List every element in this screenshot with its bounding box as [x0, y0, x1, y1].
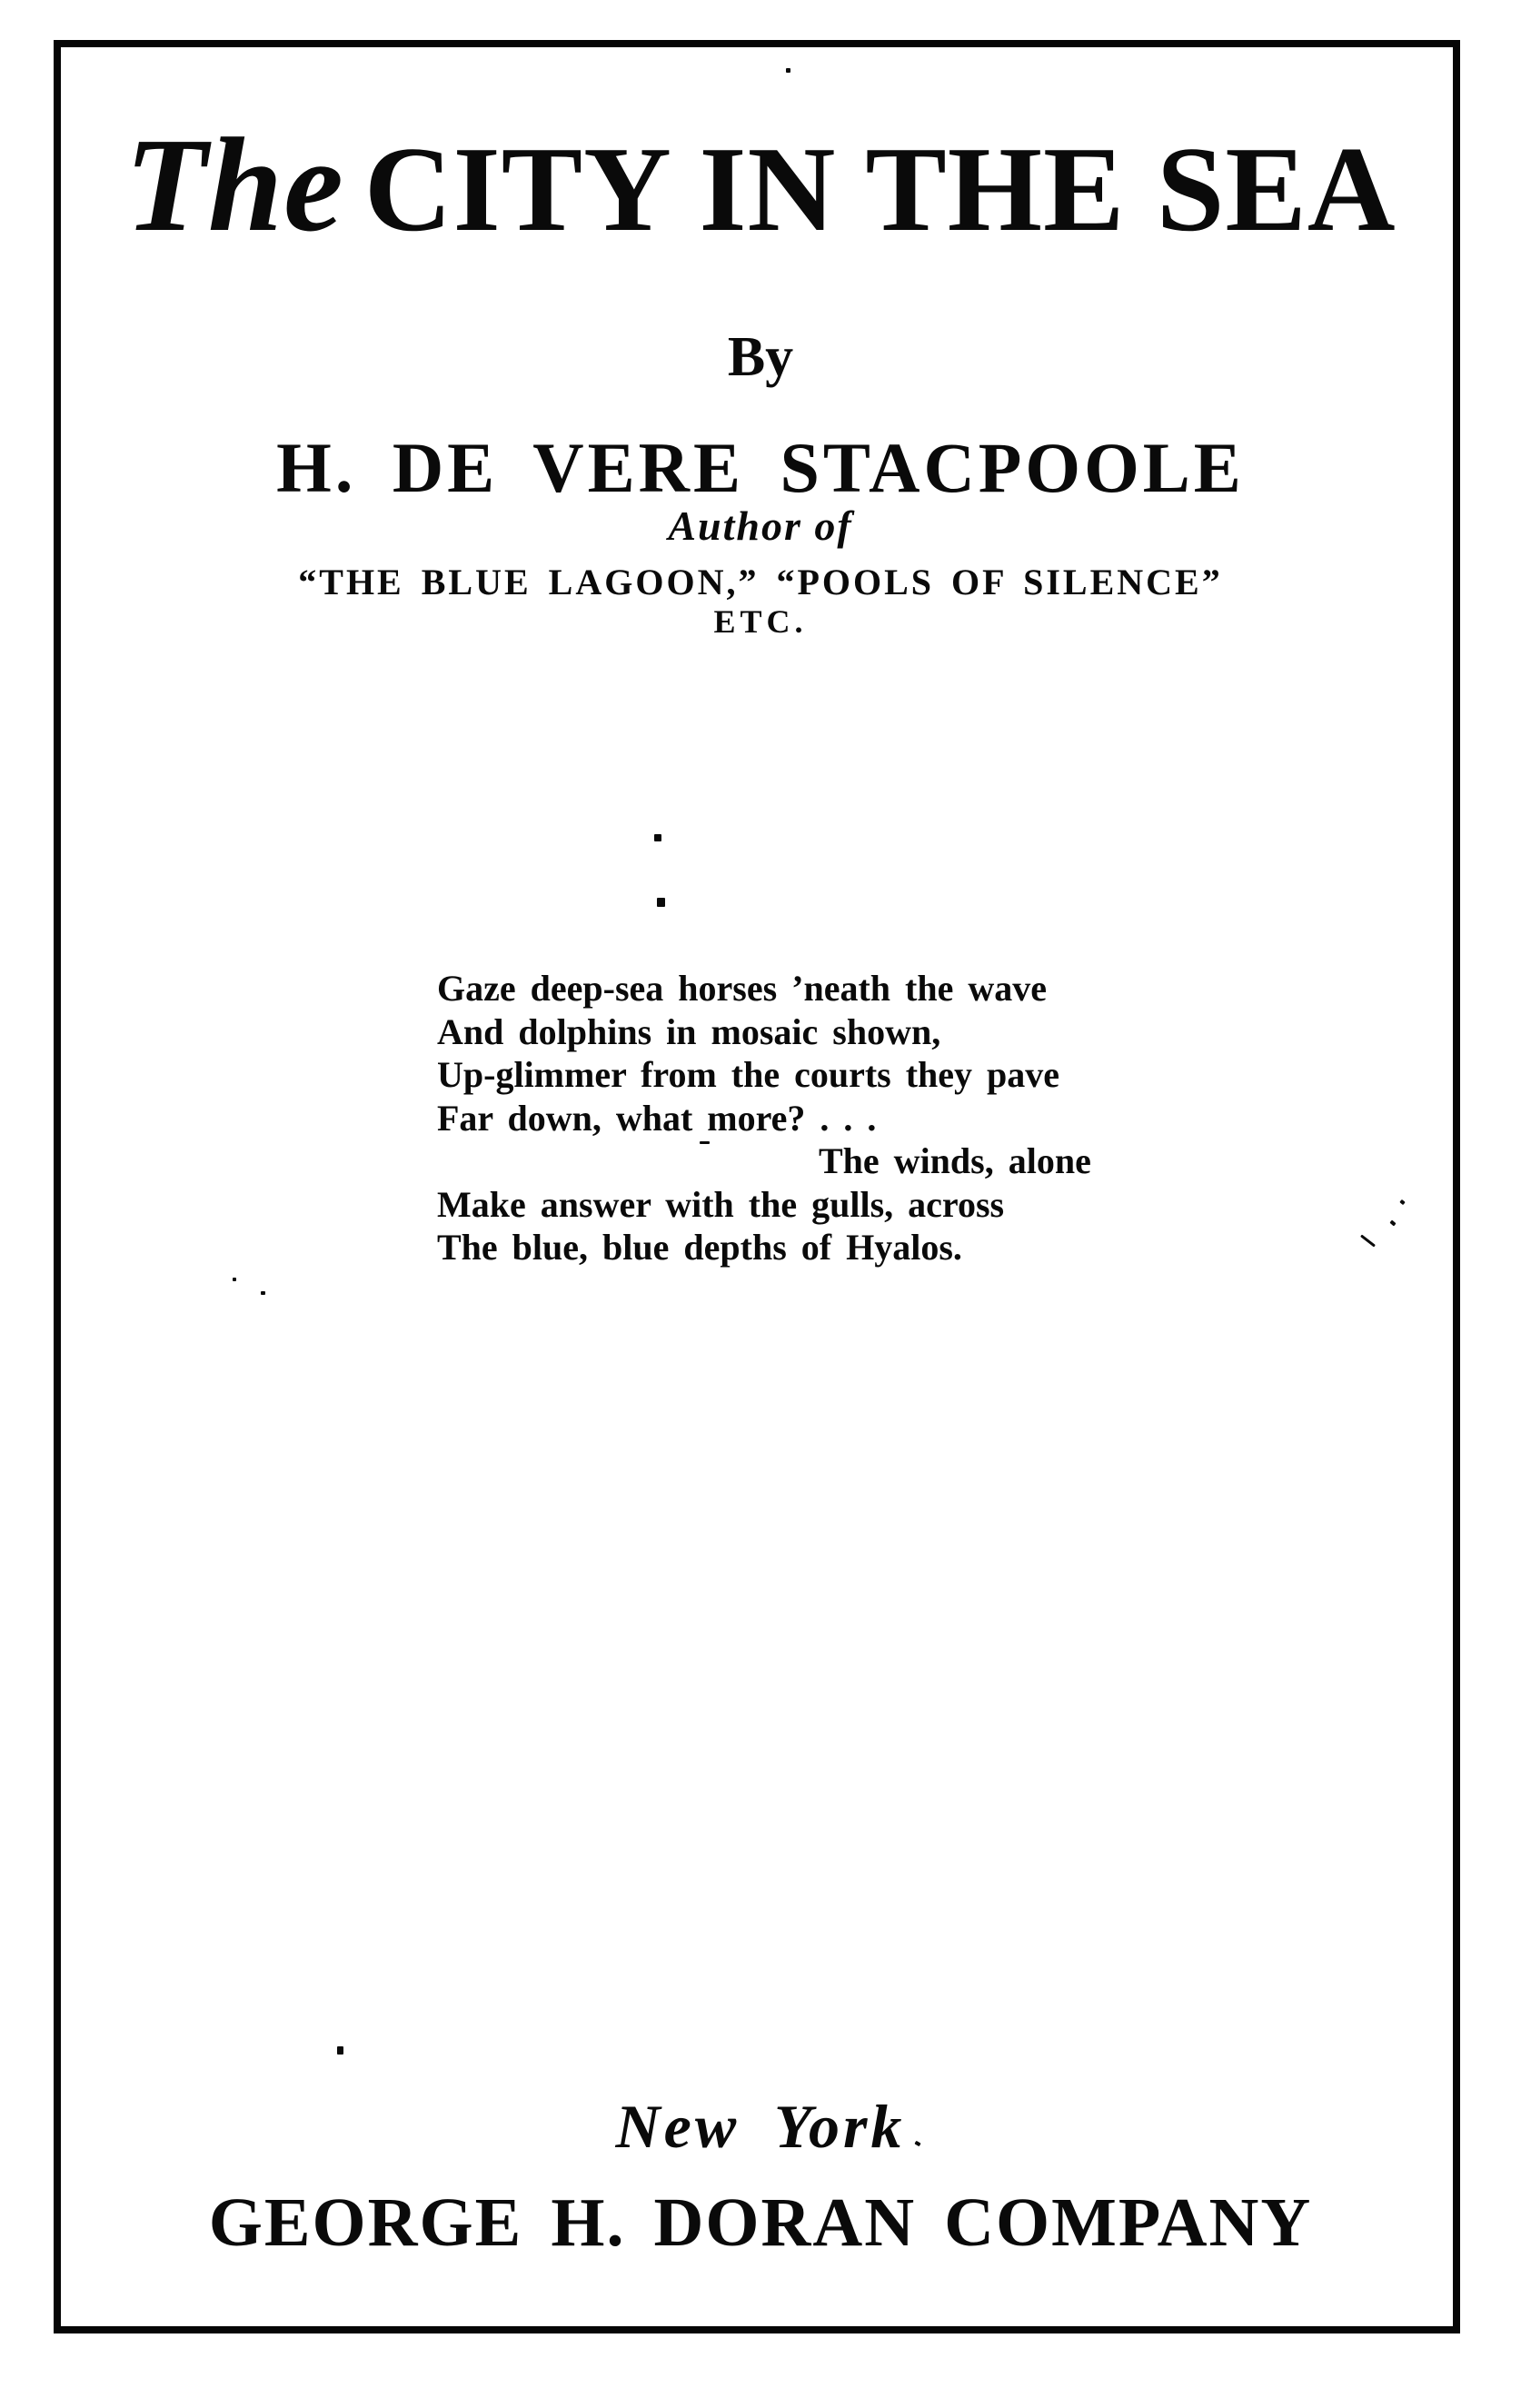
- poem-line: The blue, blue depths of Hyalos.: [437, 1227, 962, 1268]
- book-title-the: The: [124, 111, 344, 260]
- scan-speck: [786, 68, 790, 73]
- poem-line-indented: The winds, alone: [819, 1140, 1091, 1181]
- author-name: H. DE VERE STACPOOLE: [276, 428, 1245, 507]
- poem-line: Far down, what more? . . .: [437, 1097, 877, 1139]
- book-title: [0, 111, 1521, 260]
- poem-line: Up-glimmer from the courts they pave: [437, 1054, 1060, 1095]
- poem-line: Gaze deep-sea horses ’neath the wave: [437, 968, 1047, 1009]
- poem-line: And dolphins in mosaic shown,: [437, 1010, 941, 1052]
- byline: By: [727, 326, 794, 388]
- imprint-publisher: GEORGE H. DORAN COMPANY: [208, 2184, 1313, 2261]
- scan-speck: [654, 834, 661, 841]
- scan-speck: [261, 1291, 265, 1295]
- book-title-main: CITY IN THE SEA: [363, 122, 1397, 256]
- author-works-etc: ETC.: [713, 603, 808, 640]
- imprint-city: New York: [615, 2092, 906, 2161]
- scan-speck: [657, 898, 665, 907]
- author-works: “THE BLUE LAGOON,” “POOLS OF SILENCE”: [298, 562, 1223, 602]
- poem-line: Make answer with the gulls, across: [437, 1183, 1005, 1225]
- scan-speck: [700, 1141, 710, 1144]
- scan-speck: [233, 1278, 236, 1281]
- scan-speck: [337, 2046, 343, 2055]
- author-of-label: Author of: [668, 502, 853, 549]
- epigraph-poem: [437, 967, 1091, 1269]
